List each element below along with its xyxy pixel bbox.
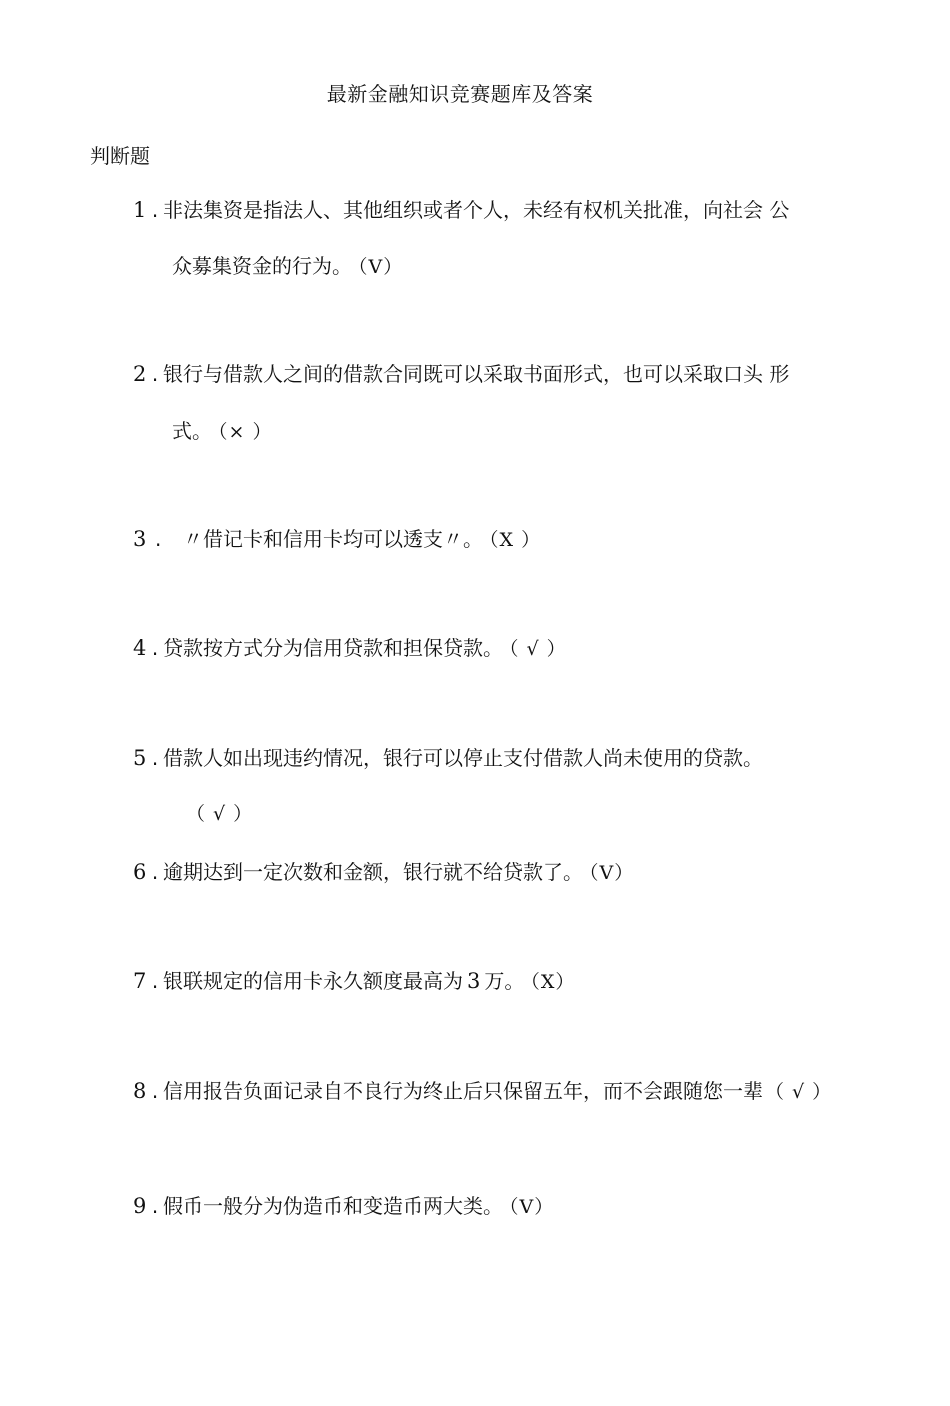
question-6 <box>133 862 634 883</box>
question-text: 式。 <box>172 419 212 443</box>
question-text: 众募集资金的行为。 <box>172 254 352 278</box>
section-heading: 判断题 <box>90 144 150 168</box>
question-answer: （× ） <box>218 421 273 443</box>
number-separator: . <box>151 1194 159 1218</box>
question-2 <box>133 364 789 385</box>
question-answer: （ √ ） <box>186 803 254 825</box>
question-number: 6 <box>133 860 147 884</box>
number-separator: . <box>151 1079 159 1103</box>
question-1-continuation <box>172 256 403 277</box>
question-text: 借款人如出现违约情况，银行可以停止支付借款人尚未使用的贷款。 <box>163 746 763 770</box>
question-answer: （V） <box>358 256 404 278</box>
number-separator: . <box>151 198 159 222</box>
question-answer: （V） <box>509 1196 555 1218</box>
question-4 <box>133 638 567 659</box>
question-1 <box>133 200 789 221</box>
question-digit: 3 <box>467 969 481 993</box>
number-separator: . <box>155 527 162 551</box>
question-answer: （ √ ） <box>509 638 567 660</box>
question-text: 逾期达到一定次数和金额，银行就不给贷款了。 <box>163 860 583 884</box>
question-5-continuation <box>186 803 253 824</box>
question-2-continuation <box>172 421 272 442</box>
question-5 <box>133 748 763 769</box>
question-7 <box>133 971 575 992</box>
question-text: 银联规定的信用卡永久额度最高为 <box>163 969 463 993</box>
question-text: 假币一般分为伪造币和变造币两大类。 <box>163 1194 503 1218</box>
question-answer: （V） <box>589 862 635 884</box>
question-answer: （X） <box>530 971 576 993</box>
question-text: 非法集资是指法人、其他组织或者个人，未经有权机关批准，向社会 公 <box>163 198 790 222</box>
question-answer: （X ） <box>489 529 542 551</box>
question-text: 银行与借款人之间的借款合同既可以采取书面形式，也可以采取口头 形 <box>163 362 790 386</box>
question-text: 贷款按方式分为信用贷款和担保贷款。 <box>163 636 503 660</box>
question-number: 4 <box>133 636 147 660</box>
question-9 <box>133 1196 554 1217</box>
number-separator: . <box>151 860 159 884</box>
number-separator: . <box>151 636 159 660</box>
question-number: 7 <box>133 969 147 993</box>
question-number: 8 <box>133 1079 147 1103</box>
question-number: 1 <box>133 198 147 222</box>
question-number: 5 <box>133 746 147 770</box>
number-separator: . <box>151 969 159 993</box>
number-separator: . <box>151 746 159 770</box>
number-separator: . <box>151 362 159 386</box>
question-3 <box>133 529 541 550</box>
question-text: 信用报告负面记录自不良行为终止后只保留五年，而不会跟随您一辈 <box>163 1079 763 1103</box>
question-text: 〃借记卡和信用卡均可以透支〃。 <box>183 527 483 551</box>
document-title: 最新金融知识竞赛题库及答案 <box>326 82 594 106</box>
question-number: 2 <box>133 362 147 386</box>
question-number: 9 <box>133 1194 147 1218</box>
question-8 <box>133 1081 832 1102</box>
question-text: 万。 <box>484 969 525 993</box>
question-number: 3 <box>133 527 147 551</box>
question-answer: （ √ ） <box>765 1081 833 1103</box>
